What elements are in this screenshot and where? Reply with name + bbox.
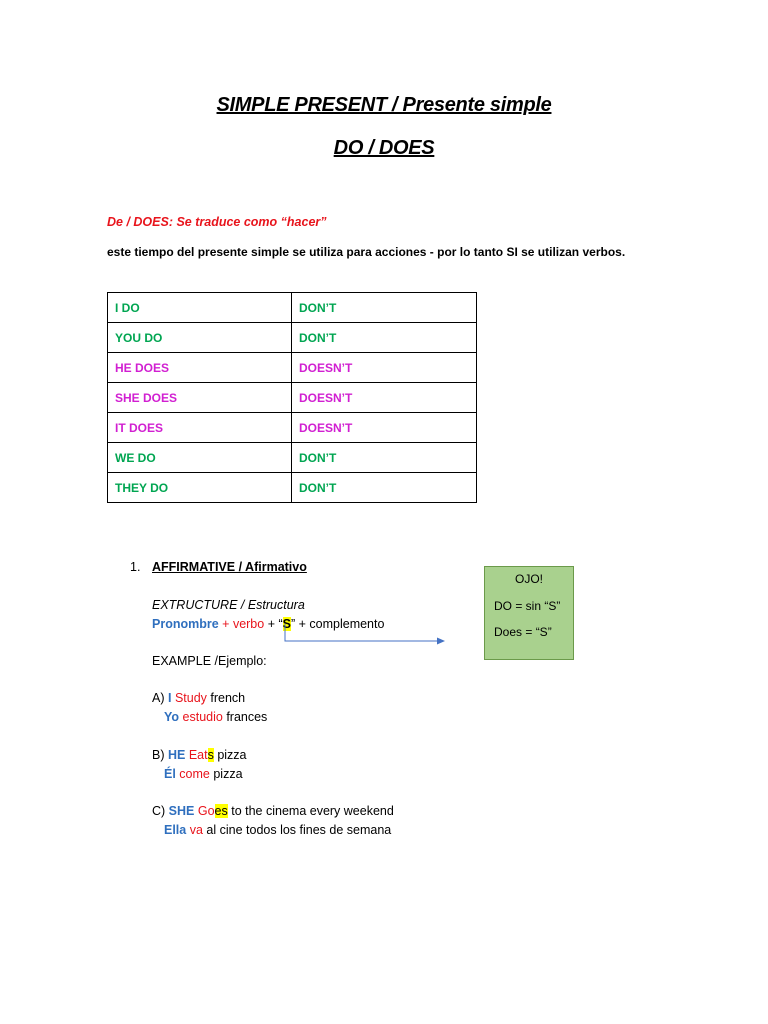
example-letter: A)	[152, 691, 168, 705]
structure-label: EXTRUCTURE / Estructura	[152, 598, 305, 612]
example-c	[152, 802, 394, 840]
table-row	[108, 413, 477, 443]
negative-cell: DON’T	[292, 473, 477, 503]
negative-cell: DON’T	[292, 293, 477, 323]
example-subject: HE	[167, 748, 186, 762]
affirmative-cell: IT DOES	[108, 413, 292, 443]
example-letter: C)	[152, 804, 169, 818]
translation-rest: pizza	[209, 767, 243, 781]
formula-plus: +	[218, 617, 233, 631]
example-rest: to the cinema every weekend	[227, 804, 394, 818]
table-row	[108, 353, 477, 383]
translation-verb: estudio	[182, 710, 223, 724]
affirmative-cell: YOU DO	[108, 323, 292, 353]
affirmative-cell: HE DOES	[108, 353, 292, 383]
note-line: DO = sin “S”	[494, 599, 561, 613]
affirmative-section-heading	[130, 560, 307, 574]
translation-rest: al cine todos los fines de semana	[202, 823, 392, 837]
note-title: OJO!	[514, 572, 543, 586]
negative-cell: DON’T	[292, 443, 477, 473]
example-b	[152, 746, 247, 784]
affirmative-cell: I DO	[108, 293, 292, 323]
example-verb: Go	[197, 804, 215, 818]
intro-title: De / DOES: Se traduce como “hacer”	[107, 215, 327, 229]
negative-cell: DOESN’T	[292, 353, 477, 383]
page-subtitle: DO / DOES	[333, 137, 435, 159]
example-verb: Study	[174, 691, 207, 705]
translation-subject: Yo	[164, 710, 180, 724]
formula-verb: verbo	[232, 617, 265, 631]
note-line: Does = “S”	[494, 625, 552, 639]
translation-subject: Ella	[164, 823, 187, 837]
example-subject: SHE	[168, 804, 195, 818]
negative-cell: DON’T	[292, 323, 477, 353]
translation-rest: frances	[222, 710, 268, 724]
table-row	[108, 383, 477, 413]
example-suffix: s	[207, 748, 214, 762]
example-suffix: es	[214, 804, 228, 818]
note-box	[484, 566, 574, 660]
table-row	[108, 473, 477, 503]
example-verb: Eat	[188, 748, 208, 762]
section-heading: AFFIRMATIVE / Afirmativo	[152, 560, 307, 574]
example-rest: pizza	[213, 748, 247, 762]
page-title: SIMPLE PRESENT / Presente simple	[216, 94, 552, 116]
table-row	[108, 293, 477, 323]
negative-cell: DOESN’T	[292, 383, 477, 413]
intro-line: este tiempo del presente simple se utiliza para acciones - por lo tanto SI se utilizan verbos.	[107, 245, 626, 259]
conjugation-table	[107, 292, 477, 503]
example-rest: french	[206, 691, 246, 705]
formula-s: S	[282, 617, 291, 631]
affirmative-cell: THEY DO	[108, 473, 292, 503]
example-label: EXAMPLE /Ejemplo:	[152, 654, 267, 668]
section-number: 1.	[130, 560, 141, 574]
table-row	[108, 323, 477, 353]
translation-subject: Él	[164, 767, 176, 781]
example-letter: B)	[152, 748, 168, 762]
formula-rest: ” + complemento	[290, 617, 385, 631]
table-row	[108, 443, 477, 473]
affirmative-cell: WE DO	[108, 443, 292, 473]
arrow-icon	[280, 624, 450, 648]
formula-plus: + “	[264, 617, 283, 631]
negative-cell: DOESN’T	[292, 413, 477, 443]
formula-pronoun: Pronombre	[152, 617, 219, 631]
translation-verb: va	[189, 823, 203, 837]
translation-verb: come	[179, 767, 210, 781]
example-a	[152, 689, 267, 727]
example-subject: I	[167, 691, 172, 705]
affirmative-cell: SHE DOES	[108, 383, 292, 413]
